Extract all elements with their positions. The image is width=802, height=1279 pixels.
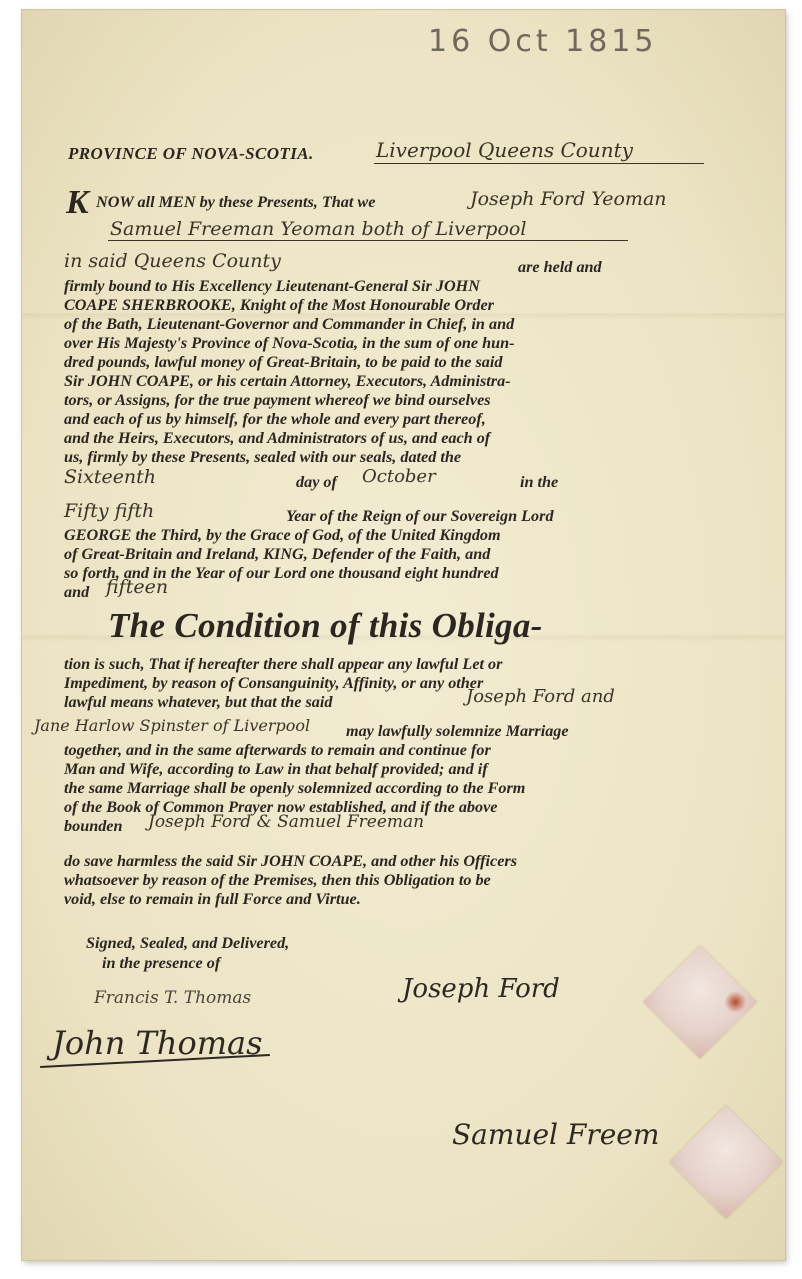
reign-text: Year of the Reign of our Sovereign Lord [286,507,554,525]
reign-line: so forth, and in the Year of our Lord one thousand eight hundred [64,564,499,582]
fill-line [374,163,704,164]
bond-line: dred pounds, lawful money of Great-Britain, to be paid to the said [64,353,503,371]
marriage-line: of the Book of Common Prayer now established, and if the above [64,798,498,816]
signer-signature-joseph-ford: Joseph Ford [402,974,560,1004]
closing-line: whatsoever by reason of the Premises, then this Obligation to be [64,871,491,889]
bride-handwritten: Jane Harlow Spinster of Liverpool [34,716,311,735]
condition-line: Impediment, by reason of Consanguinity, Affinity, or any other [64,674,484,692]
fifteen-handwritten: fifteen [106,576,169,598]
party-handwritten: Joseph Ford and [466,686,615,707]
marriage-line: the same Marriage shall be openly solemnized according to the Form [64,779,526,797]
province-handwritten: Liverpool Queens County [376,138,633,162]
year-handwritten: Fifty fifth [64,500,155,522]
bond-line: of the Bath, Lieutenant-Governor and Commander in Chief, in and [64,315,515,333]
month-handwritten: October [362,466,436,487]
marriage-text: may lawfully solemnize Marriage [346,722,569,740]
condition-line: lawful means whatever, but that the said [64,693,333,711]
fill-line [108,240,628,241]
marriage-line: together, and in the same afterwards to remain and continue for [64,741,491,759]
witness-signature-john-thomas: John Thomas [52,1024,263,1062]
obligors-handwritten-2: Samuel Freeman Yeoman both of Liverpool [110,218,527,240]
bond-line: COAPE SHERBROOKE, Knight of the Most Honourable Order [64,296,494,314]
and-text: and [64,583,90,601]
presence-text: in the presence of [102,954,221,972]
day-handwritten: Sixteenth [64,466,157,488]
bond-line: over His Majesty's Province of Nova-Scotia, in the sum of one hun- [64,334,515,352]
in-the-text: in the [520,473,559,491]
bond-line: tors, or Assigns, for the true payment whereof we bind ourselves [64,391,491,409]
date-annotation: 16 Oct 1815 [428,24,658,59]
drop-cap: K [66,184,89,221]
obligors-handwritten: Joseph Ford Yeoman [470,188,667,210]
marriage-line: Man and Wife, according to Law in that behalf provided; and if [64,760,488,778]
bond-line: firmly bound to His Excellency Lieutenant-General Sir JOHN [64,277,480,295]
bond-line: and each of us by himself, for the whole and every part thereof, [64,410,486,428]
day-of-text: day of [296,473,337,491]
closing-line: void, else to remain in full Force and Virtue. [64,890,361,908]
bond-line: and the Heirs, Executors, and Administrators of us, and each of [64,429,491,447]
province-heading: PROVINCE OF NOVA-SCOTIA. [68,144,314,163]
bounden-handwritten: Joseph Ford & Samuel Freeman [148,812,425,832]
reign-line: of Great-Britain and Ireland, KING, Defender of the Faith, and [64,545,491,563]
held-text: are held and [518,258,602,276]
signed-sealed-text: Signed, Sealed, and Delivered, [86,934,290,952]
bond-line: Sir JOHN COAPE, or his certain Attorney, Executors, Administra- [64,372,511,390]
condition-heading: The Condition of this Obliga- [108,606,543,645]
witness-signature: Francis T. Thomas [94,988,252,1008]
bond-line: us, firmly by these Presents, sealed with our seals, dated the [64,448,462,466]
condition-line: tion is such, That if hereafter there shall appear any lawful Let or [64,655,503,673]
opening-line: NOW all MEN by these Presents, That we [96,193,376,211]
bounden-text: bounden [64,817,123,835]
county-handwritten: in said Queens County [64,250,281,272]
closing-line: do save harmless the said Sir JOHN COAPE, and other his Officers [64,852,517,870]
signer-signature-samuel-freeman: Samuel Freem [452,1118,660,1151]
reign-line: GEORGE the Third, by the Grace of God, of the United Kingdom [64,526,501,544]
